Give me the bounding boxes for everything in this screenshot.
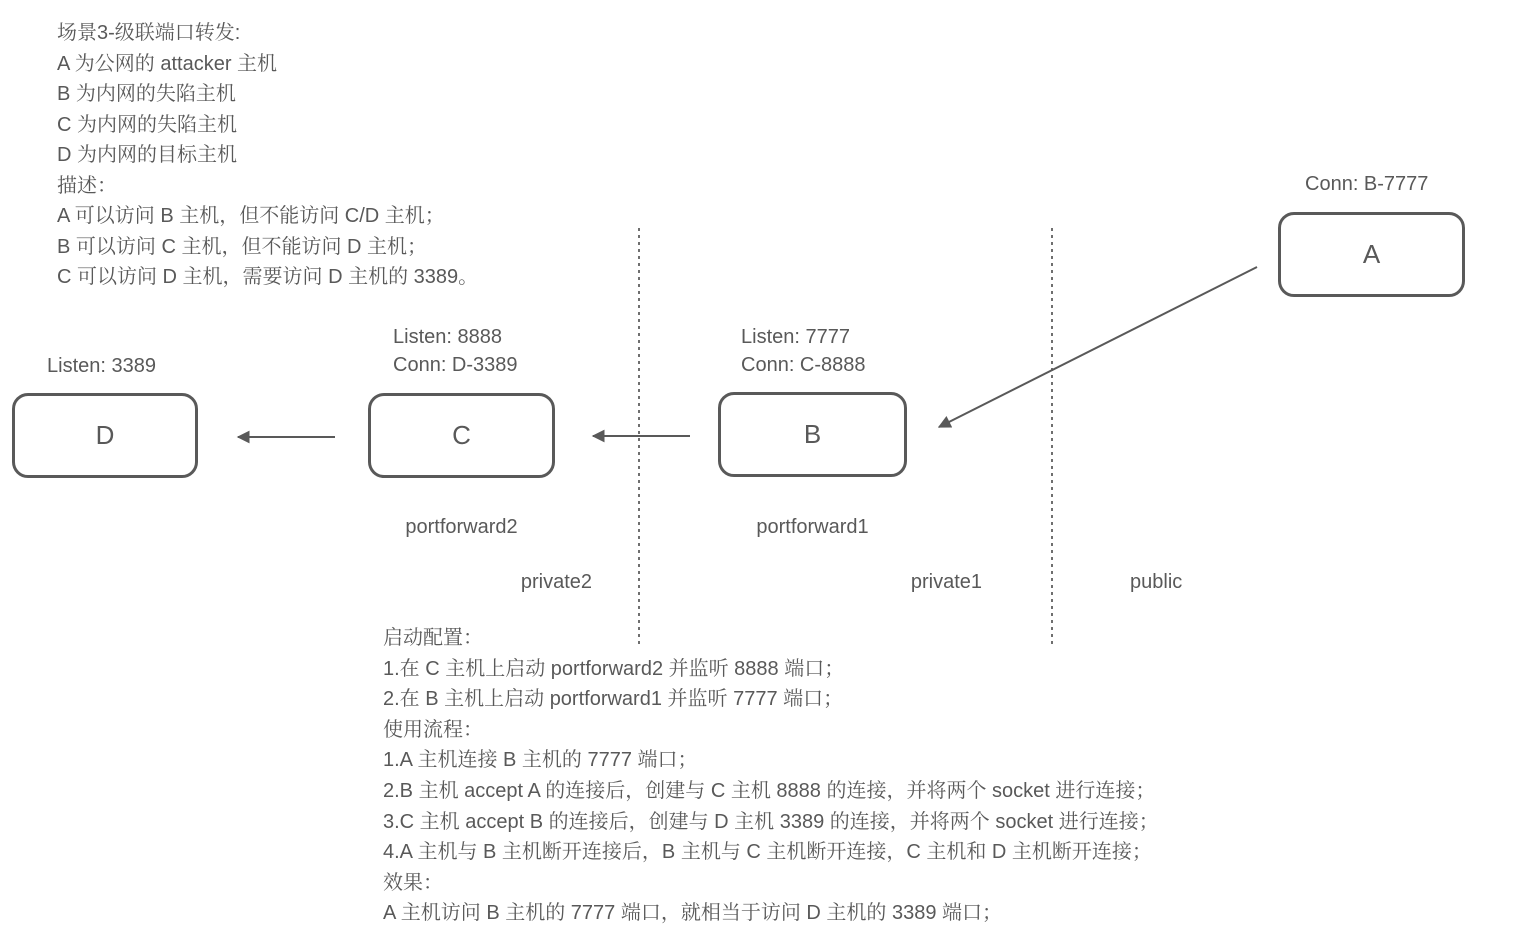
node-b-program-label: portforward1	[756, 516, 869, 538]
node-b-ports-label	[741, 324, 866, 379]
node-b	[718, 392, 907, 477]
note-line: 4.A 主机与 B 主机断开连接后，B 主机与 C 主机断开连接，C 主机和 D 主机断开连接；	[383, 841, 1152, 864]
note-line: C 为内网的失陷主机	[57, 113, 237, 136]
node-d-listen-label: Listen: 3389	[47, 355, 156, 377]
zone-label-private2: private2	[520, 571, 592, 593]
node-a-label: A	[1362, 239, 1381, 269]
note-line: 3.C 主机 accept B 的连接后，创建与 D 主机 3389 的连接，并将两个 socket 进行连接；	[383, 810, 1159, 833]
note-line: D 为内网的目标主机	[57, 144, 237, 166]
note-line: B 为内网的失陷主机	[57, 83, 236, 105]
note-line: 使用流程：	[383, 718, 483, 741]
node-c-ports-label	[393, 324, 518, 379]
note-line: C 可以访问 D 主机，需要访问 D 主机的 3389。	[57, 266, 479, 288]
arrow-a-to-b	[939, 267, 1257, 427]
node-c-label: C	[452, 420, 471, 450]
node-d-label: D	[95, 420, 115, 450]
note-line: A 为公网的 attacker 主机	[57, 52, 278, 75]
note-line: 2.在 B 主机上启动 portforward1 并监听 7777 端口；	[383, 688, 844, 711]
note-line: A 可以访问 B 主机，但不能访问 C/D 主机；	[57, 205, 445, 227]
node-b-conn-label: Conn: C-8888	[741, 353, 866, 376]
note-line: 启动配置：	[383, 627, 483, 649]
node-b-label: B	[803, 419, 822, 449]
zone-label-private1: private1	[910, 571, 982, 593]
note-line: A 主机访问 B 主机的 7777 端口，就相当于访问 D 主机的 3389 端口；	[383, 902, 1003, 925]
node-a-conn-label: Conn: B-7777	[1305, 173, 1429, 195]
note-line: 场景3-级联端口转发:	[57, 22, 241, 44]
note-line: 描述：	[57, 174, 117, 197]
node-b-listen-label: Listen: 7777	[741, 326, 850, 348]
node-d	[12, 393, 198, 478]
node-c-program-label: portforward2	[405, 516, 518, 538]
note-line: 2.B 主机 accept A 的连接后，创建与 C 主机 8888 的连接，并将两个 socket 进行连接；	[383, 779, 1156, 802]
scenario-description	[57, 18, 478, 293]
node-c-listen-label: Listen: 8888	[393, 326, 502, 348]
note-line: B 可以访问 C 主机，但不能访问 D 主机；	[57, 235, 428, 258]
note-line: 1.A 主机连接 B 主机的 7777 端口；	[383, 749, 698, 772]
node-a	[1278, 212, 1465, 297]
note-line: 效果：	[383, 871, 443, 894]
zone-label-public: public	[1130, 571, 1183, 593]
node-c-conn-label: Conn: D-3389	[393, 353, 518, 376]
note-line: 1.在 C 主机上启动 portforward2 并监听 8888 端口；	[383, 657, 845, 680]
config-usage-notes	[383, 623, 1159, 929]
node-c	[368, 393, 555, 478]
